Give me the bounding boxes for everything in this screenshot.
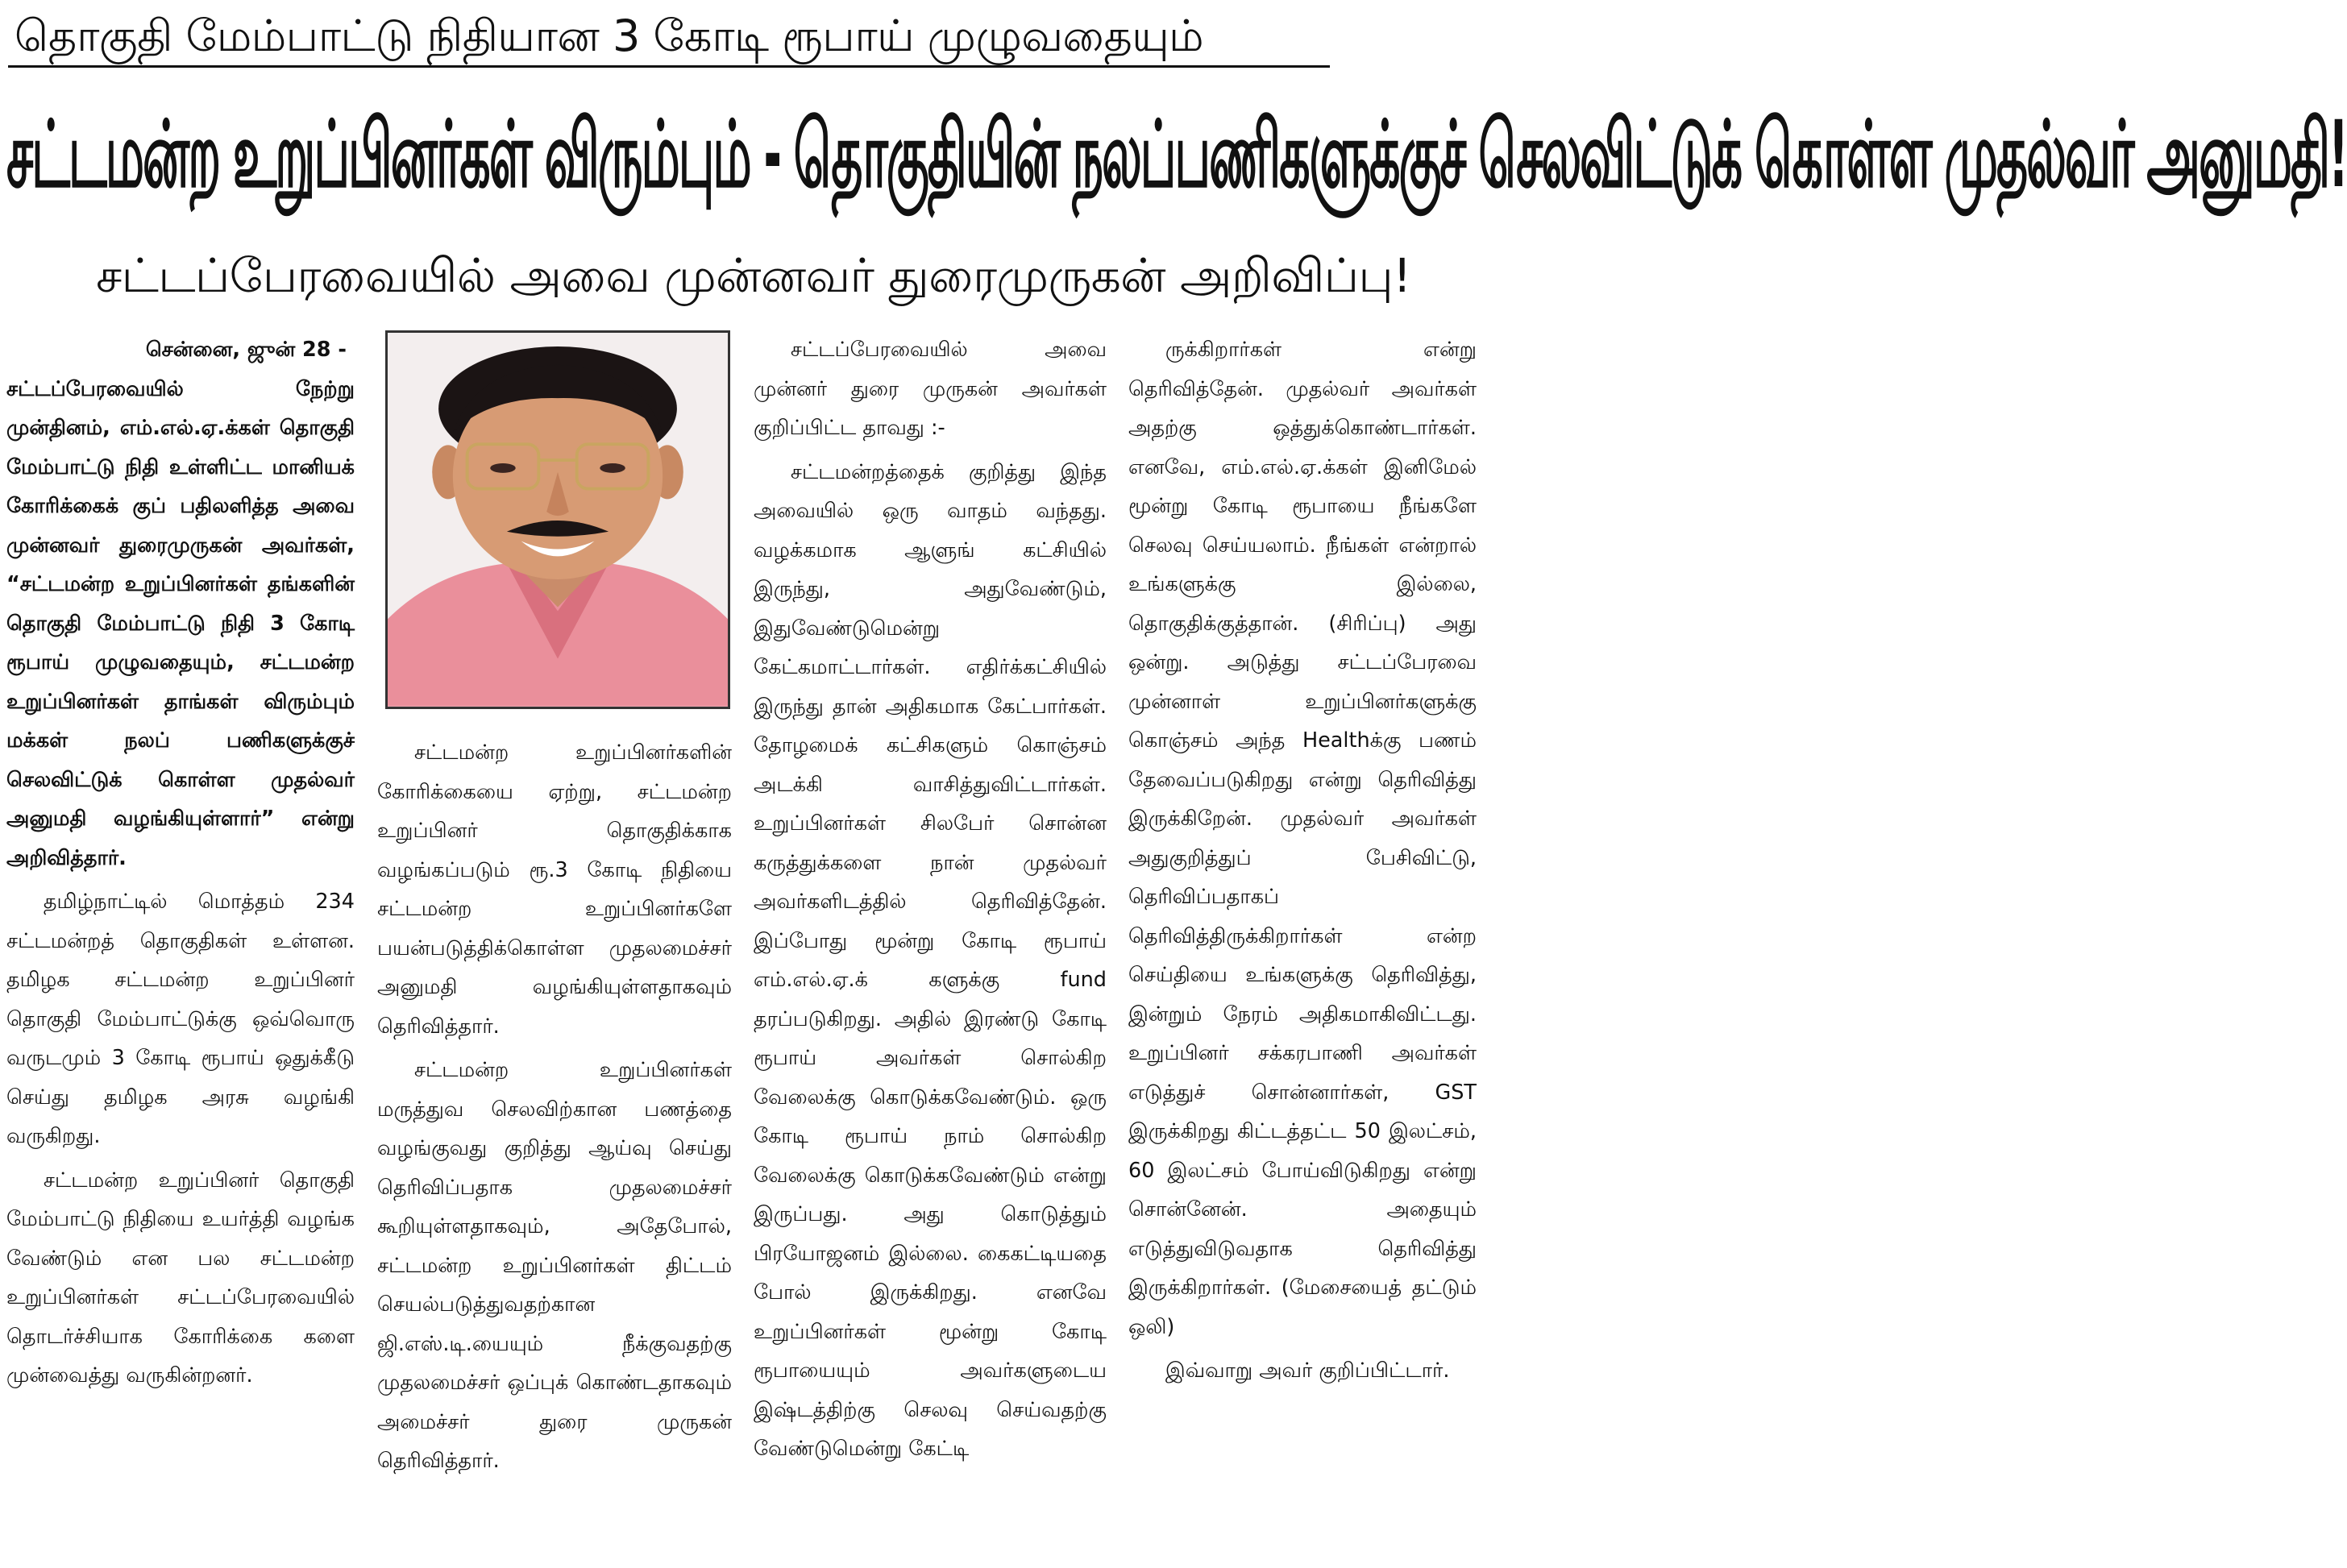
body-paragraph: சட்டப்பேரவையில் அவை முன்னர் துரை முருகன் அவர்கள் குறிப்பிட்ட தாவது :- (754, 338, 1107, 440)
article-column-2 (377, 733, 732, 1563)
lead-text: சட்டப்பேரவையில் நேற்று முன்தினம், எம்.எல்.ஏ.க்கள் தொகுதி மேம்பாட்டு நிதி உள்ளிட்ட மானியக் கோரிக்கைக் குப் பதிலளித்த அவை முன்னவர் துரைமுருகன் அவர்கள், “சட்டமன்ற உறுப்பினர்கள் தங்களின் தொகுதி மேம்பாட்டு நிதி 3 கோடி ரூபாய் முழுவதையும், சட்டமன்ற உறுப்பினர்கள் தாங்கள் விரும்பும் மக்கள் நலப் பணிகளுக்குச் செலவிட்டுக் கொள்ள முதல்வர் அனுமதி வழங்கியுள்ளார்” என்று அறிவித்தார். (6, 376, 355, 870)
body-paragraph: சட்டமன்றத்தைக் குறித்து இந்த அவையில் ஒரு வாதம் வந்தது. வழக்கமாக ஆளுங் கட்சியில் இருந்து, அதுவேண்டும், இதுவேண்டுமென்று கேட்கமாட்டார்கள். எதிர்க்கட்சியில் இருந்து தான் அதிகமாக கேட்பார்கள். தோழமைக் கட்சிகளும் கொஞ்சம் அடக்கி வாசித்துவிட்டார்கள். உறுப்பினர்கள் சிலபேர் சொன்ன கருத்துக்களை நான் முதல்வர் அவர்களிடத்தில் தெரிவித்தேன். இப்போது மூன்று கோடி ரூபாய் எம்.எல்.ஏ.க் களுக்கு fund தரப்படுகிறது. அதில் இரண்டு கோடி ரூபாய் அவர்கள் சொல்கிற வேலைக்கு கொடுக்கவேண்டும். ஒரு கோடி ரூபாய் நாம் சொல்கிற வேலைக்கு கொடுக்கவேண்டும் என்று இருப்பது. அது கொடுத்தும் பிரயோஜனம் இல்லை. கைகட்டியதை போல் இருக்கிறது. எனவே உறுப்பினர்கள் மூன்று கோடி ரூபாயையும் அவர்களுடைய இஷ்டத்திற்கு செலவு செய்வதற்கு வேண்டுமென்று கேட்டி (754, 459, 1107, 1461)
article-column-4 (1128, 330, 1477, 1563)
article-column-1 (6, 330, 355, 1563)
body-paragraph: ருக்கிறார்கள் என்று தெரிவித்தேன். முதல்வர் அவர்கள் அதற்கு ஒத்துக்கொண்டார்கள். எனவே, எம்.எல்.ஏ.க்கள் இனிமேல் மூன்று கோடி ரூபாயை நீங்களே செலவு செய்யலாம். நீங்கள் என்றால் உங்களுக்கு இல்லை, தொகுதிக்குத்தான். (சிரிப்பு) அது ஒன்று. அடுத்து சட்டப்பேரவை முன்னாள் உறுப்பினர்களுக்கு கொஞ்சம் அந்த Healthக்கு பணம் தேவைப்படுகிறது என்று தெரிவித்து இருக்கிறேன். முதல்வர் அவர்கள் அதுகுறித்துப் பேசிவிட்டு, தெரிவிப்பதாகப் தெரிவித்திருக்கிறார்கள் என்ற செய்தியை உங்களுக்கு தெரிவித்து, இன்றும் நேரம் அதிகமாகிவிட்டது. உறுப்பினர் சக்கரபாணி அவர்கள் எடுத்துச் சொன்னார்கள், GST இருக்கிறது கிட்டத்தட்ட 50 இலட்சம், 60 இலட்சம் போய்விடுகிறது என்று சொன்னேன். அதையும் எடுத்துவிடுவதாக தெரிவித்து இருக்கிறார்கள். (மேசையைத் தட்டும் ஒலி) (1128, 338, 1477, 1339)
body-paragraph: சட்டமன்ற உறுப்பினர்களின் கோரிக்கையை ஏற்று, சட்டமன்ற உறுப்பினர் தொகுதிக்காக வழங்கப்படும் ரூ.3 கோடி நிதியை சட்டமன்ற உறுப்பினர்களே பயன்படுத்திக்கொள்ள முதலமைச்சர் அனுமதி வழங்கியுள்ளதாகவும் தெரிவித்தார். (377, 740, 732, 1039)
article-column-3 (754, 330, 1107, 1563)
lead-paragraph (6, 330, 355, 877)
portrait-illustration (388, 333, 728, 707)
body-paragraph: இவ்வாறு அவர் குறிப்பிட்டார். (1165, 1359, 1450, 1383)
body-paragraph: சட்டமன்ற உறுப்பினர் தொகுதி மேம்பாட்டு நிதியை உயர்த்தி வழங்க வேண்டும் என பல சட்டமன்ற உறுப்பினர்கள் சட்டப்பேரவையில் தொடர்ச்சியாக கோரிக்கை களை முன்வைத்து வருகின்றனர். (6, 1168, 355, 1388)
body-paragraph: தமிழ்நாட்டில் மொத்தம் 234 சட்டமன்றத் தொகுதிகள் உள்ளன. தமிழக சட்டமன்ற உறுப்பினர் தொகுதி மேம்பாட்டுக்கு ஒவ்வொரு வருடமும் 3 கோடி ரூபாய் ஒதுக்கீடு செய்து தமிழக அரசு வழங்கி வருகிறது. (6, 890, 355, 1148)
body-paragraph: சட்டமன்ற உறுப்பினர்கள் மருத்துவ செலவிற்கான பணத்தை வழங்குவது குறித்து ஆய்வு செய்து தெரிவிப்பதாக முதலமைச்சர் கூறியுள்ளதாகவும், அதேபோல், சட்டமன்ற உறுப்பினர்கள் திட்டம் செயல்படுத்துவதற்கான ஜி.எஸ்.டி.யையும் நீக்குவதற்கு முதலமைச்சர் ஒப்புக் கொண்டதாகவும் அமைச்சர் துரை முருகன் தெரிவித்தார். (377, 1058, 732, 1473)
main-headline: சட்டமன்ற உறுப்பினர்கள் விரும்பும் - தொகுதியின் நலப்பணிகளுக்குச் செலவிட்டுக் கொள்ள முதல்வர் அனுமதி! (6, 102, 2347, 209)
dateline: சென்னை, ஜுன் 28 - (145, 338, 347, 362)
subheadline: சட்டப்பேரவையில் அவை முன்னவர் துரைமுருகன் அறிவிப்பு! (96, 248, 1411, 303)
portrait-photo (385, 330, 730, 709)
kicker-headline: தொகுதி மேம்பாட்டு நிதியான 3 கோடி ரூபாய் முழுவதையும் (8, 8, 1330, 68)
